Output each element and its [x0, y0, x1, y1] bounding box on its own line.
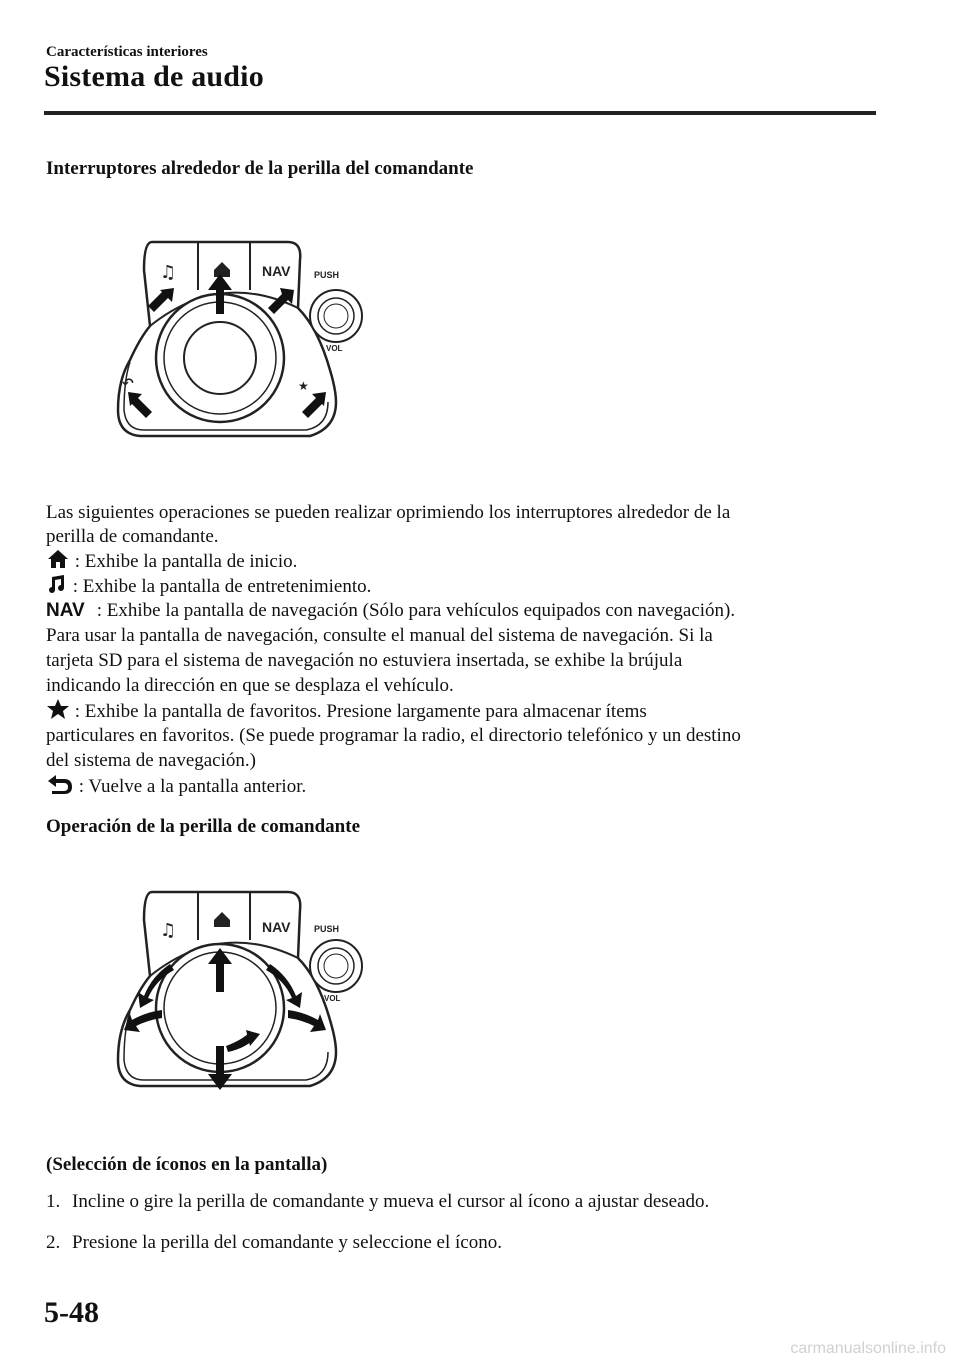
item-fav	[46, 698, 647, 725]
item-nav	[46, 598, 735, 624]
step-number: 2.	[46, 1232, 61, 1253]
commander-operation-figure	[100, 880, 380, 1100]
intro-line-1: Las siguientes operaciones se pueden realizar oprimiendo los interruptores alrededor de la	[46, 502, 731, 523]
list-item	[46, 1189, 709, 1215]
star-icon	[46, 698, 70, 720]
step-number: 1.	[46, 1191, 61, 1212]
svg-text:PUSH: PUSH	[314, 924, 340, 934]
intro-line-2: perilla de comandante.	[46, 526, 219, 547]
item-nav-cont-2: tarjeta SD para el sistema de navegación no estuviera insertada, se exhibe la brújula	[46, 650, 683, 671]
svg-text:♫: ♫	[160, 920, 177, 941]
watermark[interactable]: carmanualsonline.info	[790, 1340, 946, 1357]
step-text: Incline o gire la perilla de comandante y mueva el cursor al ícono a ajustar deseado.	[72, 1191, 710, 1212]
svg-text:NAV: NAV	[46, 600, 85, 619]
section-label: Características interiores	[46, 44, 208, 60]
item-fav-cont-2: del sistema de navegación.)	[46, 750, 256, 771]
commander-switches-figure	[100, 230, 380, 450]
item-home-text: : Exhibe la pantalla de inicio.	[74, 551, 298, 572]
home-icon	[46, 548, 70, 570]
nav-icon	[46, 599, 92, 619]
svg-text:NAV: NAV	[262, 919, 291, 935]
item-back-text: : Vuelve a la pantalla anterior.	[78, 776, 307, 797]
svg-text:↶: ↶	[122, 376, 134, 392]
heading-selection: (Selección de íconos en la pantalla)	[46, 1154, 328, 1175]
svg-text:VOL: VOL	[326, 344, 343, 353]
item-nav-text: : Exhibe la pantalla de navegación (Sólo para vehículos equipados con navegación).	[96, 600, 736, 621]
item-fav-text: : Exhibe la pantalla de favoritos. Presione largamente para almacenar ítems	[74, 701, 647, 722]
item-music-text: : Exhibe la pantalla de entretenimiento.	[72, 576, 372, 597]
page-number: 5-48	[44, 1296, 99, 1329]
title-rule	[44, 111, 876, 115]
svg-text:NAV: NAV	[262, 263, 291, 279]
item-nav-cont-3: indicando la dirección en que se desplaza el vehículo.	[46, 675, 454, 696]
heading-operation: Operación de la perilla de comandante	[46, 816, 361, 837]
item-nav-cont-1: Para usar la pantalla de navegación, consulte el manual del sistema de navegación. Si la	[46, 625, 713, 646]
svg-text:★: ★	[298, 379, 309, 393]
item-back	[46, 773, 306, 800]
item-music	[46, 573, 371, 600]
svg-text:♫: ♫	[160, 262, 177, 283]
svg-text:VOL: VOL	[324, 994, 341, 1003]
music-note-icon	[46, 573, 68, 595]
heading-switches: Interruptores alrededor de la perilla del comandante	[46, 158, 474, 179]
svg-text:PUSH: PUSH	[314, 270, 340, 280]
list-item	[46, 1230, 502, 1256]
page-title: Sistema de audio	[44, 60, 264, 93]
back-arrow-icon	[46, 773, 74, 795]
item-home	[46, 548, 297, 575]
item-fav-cont-1: particulares en favoritos. (Se puede programar la radio, el directorio telefónico y un destino	[46, 725, 741, 746]
step-text: Presione la perilla del comandante y seleccione el ícono.	[72, 1232, 502, 1253]
